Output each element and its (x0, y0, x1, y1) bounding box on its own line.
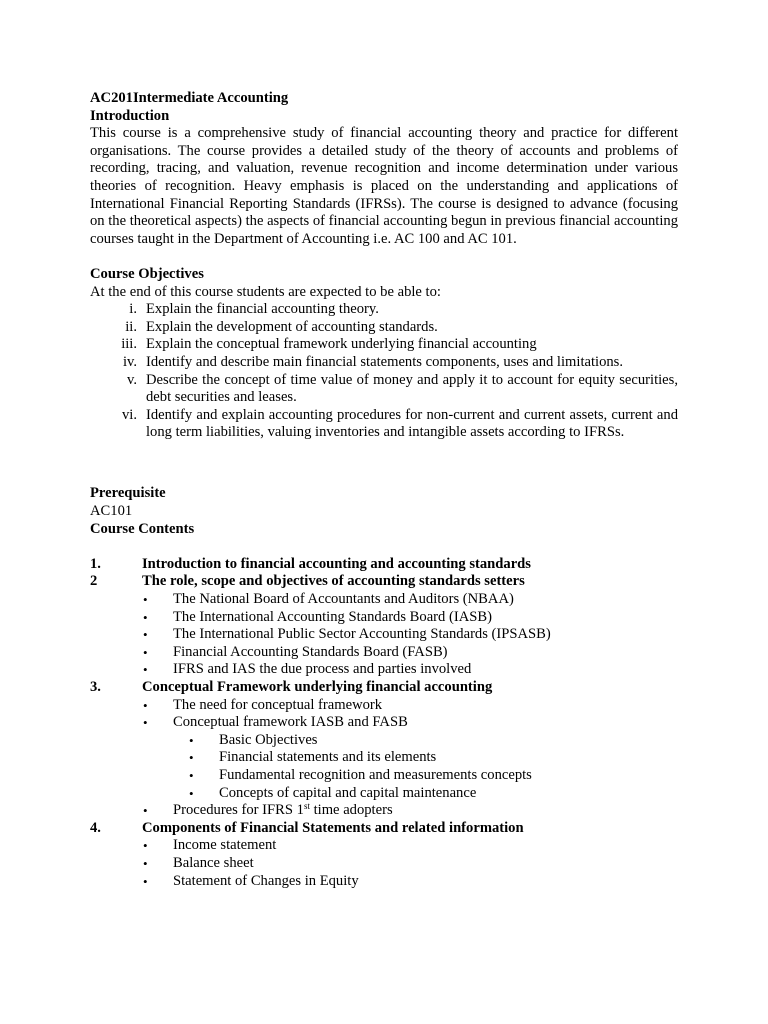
list-item (90, 802, 678, 820)
list-item (90, 591, 678, 609)
objective-item (90, 301, 678, 319)
objective-number: i. (129, 301, 137, 318)
bullet-icon: • (189, 767, 194, 783)
sub-list-item (90, 785, 678, 803)
objective-text: Identify and explain accounting procedures for non-current and current assets, current and long term liabilities, valuing inventories and intangible assets according to IFRSs. (146, 406, 678, 441)
objective-item (90, 372, 678, 407)
intro-heading: Introduction (90, 107, 170, 124)
objective-number: ii. (125, 318, 137, 335)
list-item-text: The International Accounting Standards Board (IASB) (173, 608, 492, 625)
bullet-icon: • (143, 838, 148, 854)
bullet-icon: • (143, 697, 148, 713)
section-number: 1. (90, 555, 101, 572)
bullet-icon: • (143, 627, 148, 643)
list-item (90, 855, 678, 873)
list-item-text: Conceptual framework IASB and FASB (173, 714, 408, 731)
prerequisite-heading: Prerequisite (90, 485, 166, 502)
bullet-icon: • (143, 803, 148, 819)
objective-text: Explain the financial accounting theory. (146, 301, 379, 318)
list-item-text: Basic Objectives (219, 731, 318, 748)
objective-text: Describe the concept of time value of money and apply it to account for equity securities, debt securities and leases. (146, 371, 678, 406)
sub-list-item (90, 732, 678, 750)
objective-item (90, 336, 678, 354)
list-item-text: Income statement (173, 837, 277, 854)
list-item (90, 714, 678, 732)
list-item-text: Concepts of capital and capital maintenance (219, 784, 477, 801)
list-item (90, 609, 678, 627)
bullet-icon: • (143, 715, 148, 731)
objective-item (90, 407, 678, 442)
objective-text: Identify and describe main financial statements components, uses and limitations. (146, 353, 624, 370)
objective-text: Explain the development of accounting standards. (146, 318, 438, 335)
contents-heading: Course Contents (90, 520, 195, 537)
list-item-text: IFRS and IAS the due process and parties involved (173, 661, 472, 678)
list-item-text (173, 802, 393, 820)
list-item-text: Financial Accounting Standards Board (FASB) (173, 643, 448, 660)
objective-number: iii. (121, 336, 137, 353)
section-title: Introduction to financial accounting and accounting standards (142, 555, 531, 572)
course-title: AC201Intermediate Accounting (90, 90, 289, 106)
objective-text: Explain the conceptual framework underlying financial accounting (146, 336, 537, 353)
contents-list (90, 556, 678, 890)
bullet-icon: • (143, 873, 148, 889)
bullet-icon: • (143, 855, 148, 871)
bullet-icon: • (189, 785, 194, 801)
bullet-icon: • (143, 592, 148, 608)
objective-number: v. (127, 371, 137, 388)
list-item (90, 661, 678, 679)
list-item-text: Financial statements and its elements (219, 749, 437, 766)
section-number: 2 (90, 573, 98, 590)
bullet-icon: • (143, 662, 148, 678)
section-heading (90, 820, 678, 838)
objectives-heading: Course Objectives (90, 265, 204, 282)
list-item-text: The need for conceptual framework (173, 696, 383, 713)
intro-paragraph: This course is a comprehensive study of financial accounting theory and practice for different organisations. The course provides a detailed study of the theory of accounts and problems of recording, tracing, and valuation, revenue recognition and income determination under various theories of recognition. Heavy emphasis is placed on the understanding and applications of International Financial Reporting Standards (IFRSs). The course is designed to advance (focusing on the theoretical aspects) the aspects of financial accounting begun in previous financial accounting courses taught in the Department of Accounting i.e. AC 100 and AC 101. (90, 125, 678, 247)
objectives-list (90, 301, 678, 442)
list-item-text: Fundamental recognition and measurements concepts (219, 766, 532, 783)
objective-number: vi. (122, 406, 137, 423)
text-post: time adopters (309, 802, 393, 819)
section-number: 4. (90, 819, 101, 836)
text-pre: Procedures for IFRS 1 (173, 802, 304, 819)
list-item (90, 837, 678, 855)
section-title: Components of Financial Statements and related information (142, 819, 524, 836)
section-heading (90, 556, 678, 574)
list-item (90, 697, 678, 715)
section-heading (90, 573, 678, 591)
sub-list-item (90, 749, 678, 767)
list-item (90, 873, 678, 891)
sub-list-item (90, 767, 678, 785)
bullet-icon: • (143, 609, 148, 625)
section-heading (90, 679, 678, 697)
list-item-text: Balance sheet (173, 854, 254, 871)
prerequisite-value: AC101 (90, 503, 133, 520)
objective-number: iv. (122, 353, 137, 370)
superscript: st (303, 801, 310, 812)
bullet-icon: • (143, 644, 148, 660)
list-item-text: Statement of Changes in Equity (173, 872, 359, 889)
objective-item (90, 354, 678, 372)
list-item (90, 644, 678, 662)
objective-item (90, 319, 678, 337)
section-title: Conceptual Framework underlying financial accounting (142, 679, 493, 695)
document-page (90, 90, 678, 890)
section-number: 3. (90, 679, 101, 695)
bullet-icon: • (189, 750, 194, 766)
section-title: The role, scope and objectives of accounting standards setters (142, 573, 525, 590)
list-item (90, 626, 678, 644)
bullet-icon: • (189, 732, 194, 748)
list-item-text: The National Board of Accountants and Auditors (NBAA) (173, 591, 514, 608)
objectives-lead: At the end of this course students are expected to be able to: (90, 283, 441, 300)
list-item-text: The International Public Sector Accounting Standards (IPSASB) (173, 626, 551, 643)
